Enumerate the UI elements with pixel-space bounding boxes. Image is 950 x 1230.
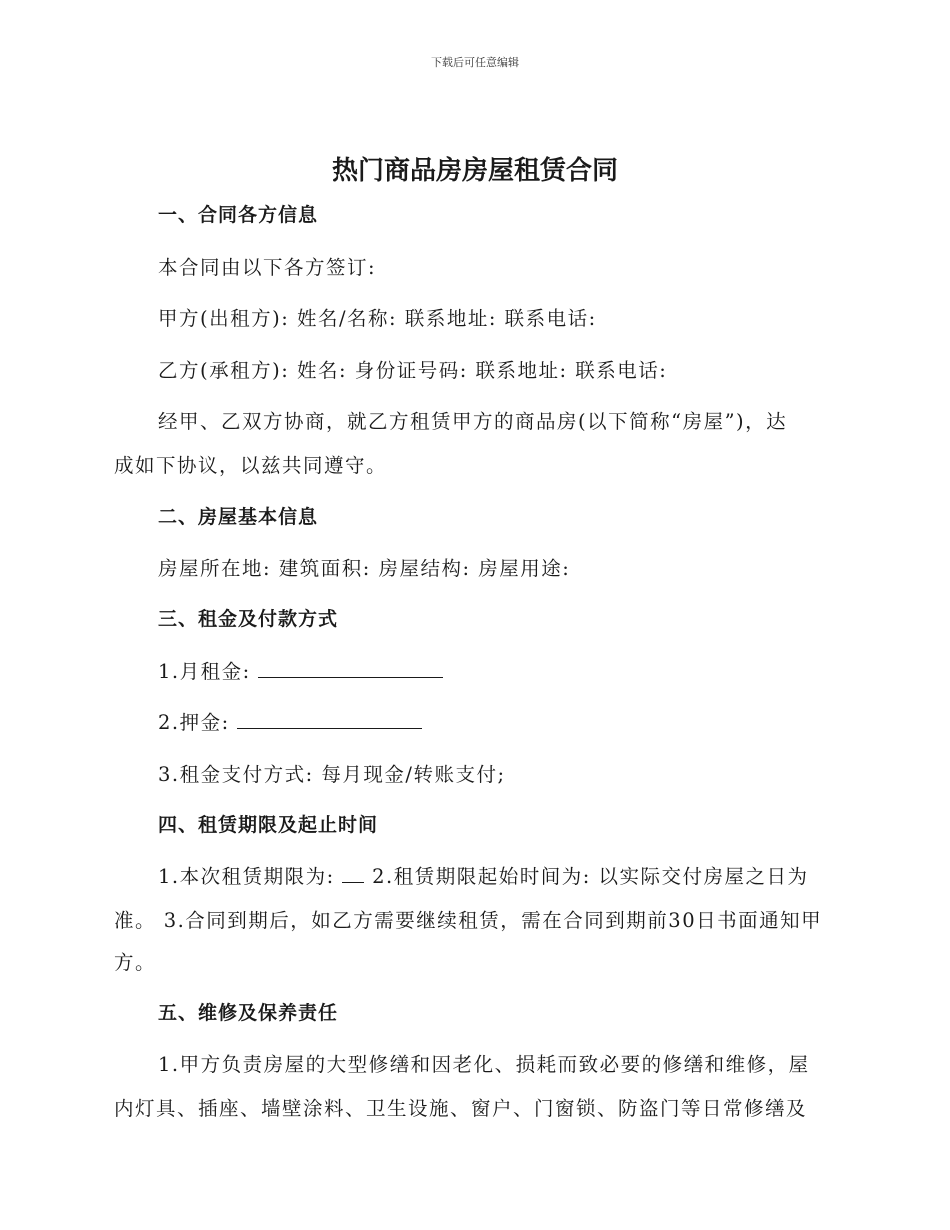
section-2-heading: 二、房屋基本信息 xyxy=(158,506,319,528)
deposit-blank[interactable] xyxy=(237,710,422,729)
deposit-label: 2.押金: xyxy=(158,711,230,734)
term-line-1 xyxy=(158,861,808,889)
party-b-line: 乙方(承租方): 姓名: 身份证号码: 联系地址: 联系电话: xyxy=(158,359,668,382)
maintenance-line-1: 1.甲方负责房屋的大型修缮和因老化、损耗而致必要的修缮和维修，屋 xyxy=(158,1053,810,1076)
term-line-2: 准。 3.合同到期后，如乙方需要继续租赁，需在合同到期前30日书面通知甲 xyxy=(114,909,823,932)
term-blank[interactable] xyxy=(342,864,364,883)
monthly-rent-blank[interactable] xyxy=(258,659,443,678)
term-label: 1.本次租赁期限为: xyxy=(158,865,335,888)
section-5-heading: 五、维修及保养责任 xyxy=(158,1002,339,1024)
property-details-line: 房屋所在地: 建筑面积: 房屋结构: 房屋用途: xyxy=(158,557,571,580)
section-1-heading: 一、合同各方信息 xyxy=(158,204,319,226)
monthly-rent-line xyxy=(158,656,443,684)
agreement-line-1: 经甲、乙双方协商，就乙方租赁甲方的商品房(以下简称“房屋”)，达 xyxy=(158,410,788,433)
document-title: 热门商品房房屋租赁合同 xyxy=(331,156,618,186)
section-4-heading: 四、租赁期限及起止时间 xyxy=(158,814,379,836)
party-a-line: 甲方(出租方): 姓名/名称: 联系地址: 联系电话: xyxy=(158,307,597,330)
term-line-3: 方。 xyxy=(114,951,157,974)
term-line-1-rest: 2.租赁期限起始时间为: 以实际交付房屋之日为 xyxy=(372,865,809,888)
section-3-heading: 三、租金及付款方式 xyxy=(158,608,339,630)
section-1-intro: 本合同由以下各方签订: xyxy=(158,256,377,279)
monthly-rent-label: 1.月租金: xyxy=(158,660,251,683)
agreement-line-2: 成如下协议，以兹共同遵守。 xyxy=(114,454,388,477)
payment-method-line: 3.租金支付方式: 每月现金/转账支付; xyxy=(158,763,506,786)
maintenance-line-2: 内灯具、插座、墙壁涂料、卫生设施、窗户、门窗锁、防盗门等日常修缮及 xyxy=(114,1097,808,1120)
page-header-note: 下载后可任意编辑 xyxy=(431,56,519,69)
deposit-line xyxy=(158,707,422,735)
